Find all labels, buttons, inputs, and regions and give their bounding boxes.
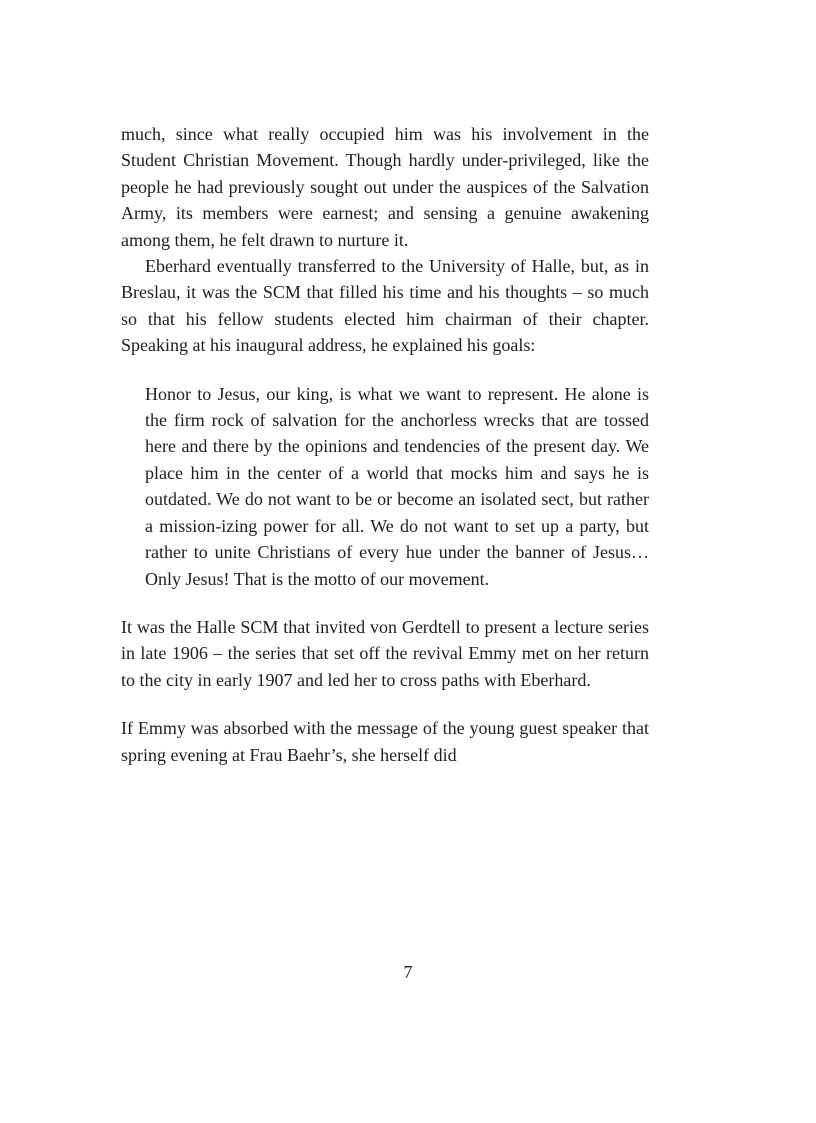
- paragraph-halle: Eberhard eventually transferred to the University of Halle, but, as in Breslau, it was the SCM that filled his time and his thoughts – so much so that his fellow students elected him chairman of their chapter. Speaking at his inaugural address, he explained his goals:: [121, 256, 649, 356]
- paragraph-continuation: much, since what really occupied him was his involvement in the Student Christian Movement. Though hardly under-privileged, like the people he had previously sought out under the auspices of the Salvation Army, its members were earnest; and sensing a genuine awakening among them, he felt drawn to nurture it.: [121, 124, 649, 250]
- block-quote-inaugural-address: Honor to Jesus, our king, is what we want to represent. He alone is the firm rock of salvation for the anchorless wrecks that are tossed here and there by the opinions and tendencies of the present day. We place him in the center of a world that mocks him and says he is outdated. We do not want to be or become an isolated sect, but rather a mission-izing power for all. We do not want to set up a party, but rather to unite Christians of every hue under the banner of Jesus…Only Jesus! That is the motto of our movement.: [145, 383, 649, 589]
- paragraph-emmy: If Emmy was absorbed with the message of the young guest speaker that spring evening at Frau Baehr’s, she herself did: [121, 718, 649, 765]
- body-text: [121, 121, 649, 768]
- page-number: 7: [403, 962, 413, 982]
- paragraph-lecture-series: It was the Halle SCM that invited von Gerdtell to present a lecture series in late 1906 – the series that set off the revival Emmy met on her return to the city in early 1907 and led her to cross paths with Eberhard.: [121, 616, 649, 690]
